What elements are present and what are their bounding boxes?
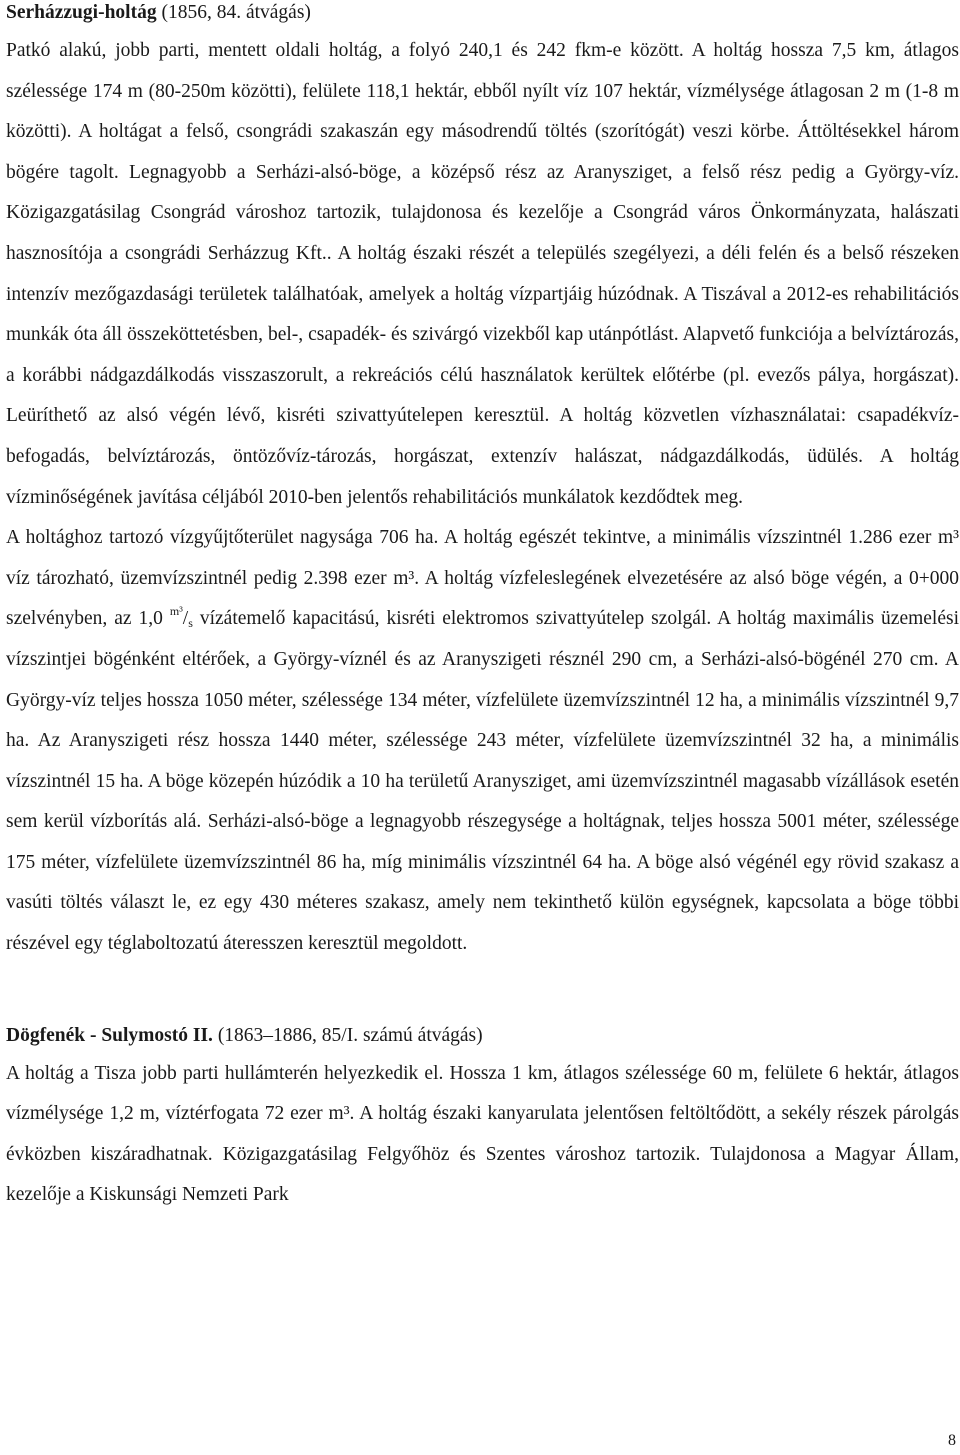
section-heading-name: Dögfenék - Sulymostó II.: [6, 1024, 213, 1046]
paragraph: Patkó alakú, jobb parti, mentett oldali holtág, a folyó 240,1 és 242 fkm-e között. A holtág hossza 7,5 km, átlagos szélessége 174 m (80-250m közötti), felülete 118,1 hektár, ebből nyílt víz 107 hektár, vízmélysége átlagosan 2 m (1-8 m közötti). A holtágat a felső, csongrádi szakaszán egy másodrendű töltés (szorítógát) veszi körbe. Áttöltésekkel három bögére tagolt. Legnagyobb a Serházi-alsó-böge, a középső rész az Aranysziget, a felső rész pedig a György-víz. Közigazgatásilag Csongrád városhoz tartozik, tulajdonosa és kezelője a Csongrád város Önkormányzata, halászati hasznosítója a csongrádi Serházzug Kft.. A holtág északi részét a település szegélyezi, a déli felén és a belső részeken intenzív mezőgazdasági területek találhatóak, amelyek a holtág vízpartjáig húzódnak. A Tiszával a 2012-es rehabilitációs munkák óta áll összeköttetésben, bel-, csapadék- és szivárgó vizekből kap utánpótlást. Alapvető funkciója a belvíztározás, a korábbi nádgazdálkodás visszaszorult, a rekreációs célú használatok kerültek előtérbe (pl. evezős pálya, horgászat). Leüríthető az alsó végén lévő, kisréti szivattyútelepen keresztül. A holtág közvetlen vízhasználatai: csapadékvíz-befogadás, belvíztározás, öntözővíz-tározás, horgászat, extenzív halászat, nádgazdálkodás, üdülés. A holtág vízminőségének javítása céljából 2010-ben jelentős rehabilitációs munkálatok kezdődtek meg.: [6, 40, 959, 508]
section-heading-name: Serházzugi-holtág: [6, 2, 157, 23]
section-spacer: [6, 965, 959, 1023]
page-number: 8: [948, 1432, 956, 1449]
section-heading-detail: (1856, 84. átvágás): [156, 2, 311, 23]
unit-denominator: s: [188, 616, 193, 631]
document-page: [6, 0, 959, 1216]
paragraph-text: vízátemelő kapacitású, kisréti elektromos szivattyútelep szolgál. A holtág maximális üzemelési vízszintjei bögénként eltérőek, a György-víznél és az Aranyszigeti résznél 290 cm, a Serházi-alsó-bögénél 270 cm. A György-víz teljes hossza 1050 méter, szélessége 134 méter, vízfelülete üzemvízszintnél 12 ha, a minimális vízszintnél 9,7 ha. Az Aranyszigeti rész hossza 1440 méter, szélessége 243 méter, vízfelülete üzemvízszintnél 32 ha, a minimális vízszintnél 15 ha. A böge közepén húzódik a 10 ha területű Aranysziget, ami üzemvízszintnél magasabb vízállások esetén sem kerül vízborítás alá. Serházi-alsó-böge a legnagyobb részegysége a holtágnak, teljes hossza 5001 méter, szélessége 175 méter, vízfelülete üzemvízszintnél 86 ha, míg minimális vízszintnél 64 ha. A böge alsó végénél egy rövid szakasz a vasúti töltés választ le, ez egy 430 méteres szakasz, amely nem tekinthető külön egységnek, kapcsolata a böge többi részével egy téglaboltozatú áteresszen keresztül megoldott.: [6, 608, 959, 955]
unit-slash: /: [182, 608, 189, 630]
paragraph: [6, 518, 959, 965]
paragraph-text: A holtághoz tartozó vízgyűjtőterület nagysága 706 ha. A holtág egészét tekintve, a minimális vízszintnél 1.286 ezer m³ víz tározható, üzemvízszintnél pedig 2.398 ezer m³. A holtág vízfeleslegének elvezetésére az alsó böge végén, a 0+000 szelvényben, az 1,0: [6, 527, 959, 630]
paragraph: A holtág a Tisza jobb parti hullámterén helyezkedik el. Hossza 1 km, átlagos szélessége 60 m, felülete 6 hektár, átlagos vízmélysége 1,2 m, víztérfogata 72 ezer m³. A holtág északi kanyarulata jelentősen feltöltődött, a sekély részek párolgás évközben kiszáradhatnak. Közigazgatásilag Felgyőhöz és Szentes városhoz tartozik. Tulajdonosa a Magyar Állam, kezelője a Kiskunsági Nemzeti Park: [6, 1062, 959, 1206]
section-heading-detail: (1863–1886, 85/I. számú átvágás): [212, 1024, 483, 1046]
section-heading: [6, 1023, 959, 1049]
unit-numerator: m³: [169, 604, 183, 619]
section-heading: [6, 0, 959, 26]
